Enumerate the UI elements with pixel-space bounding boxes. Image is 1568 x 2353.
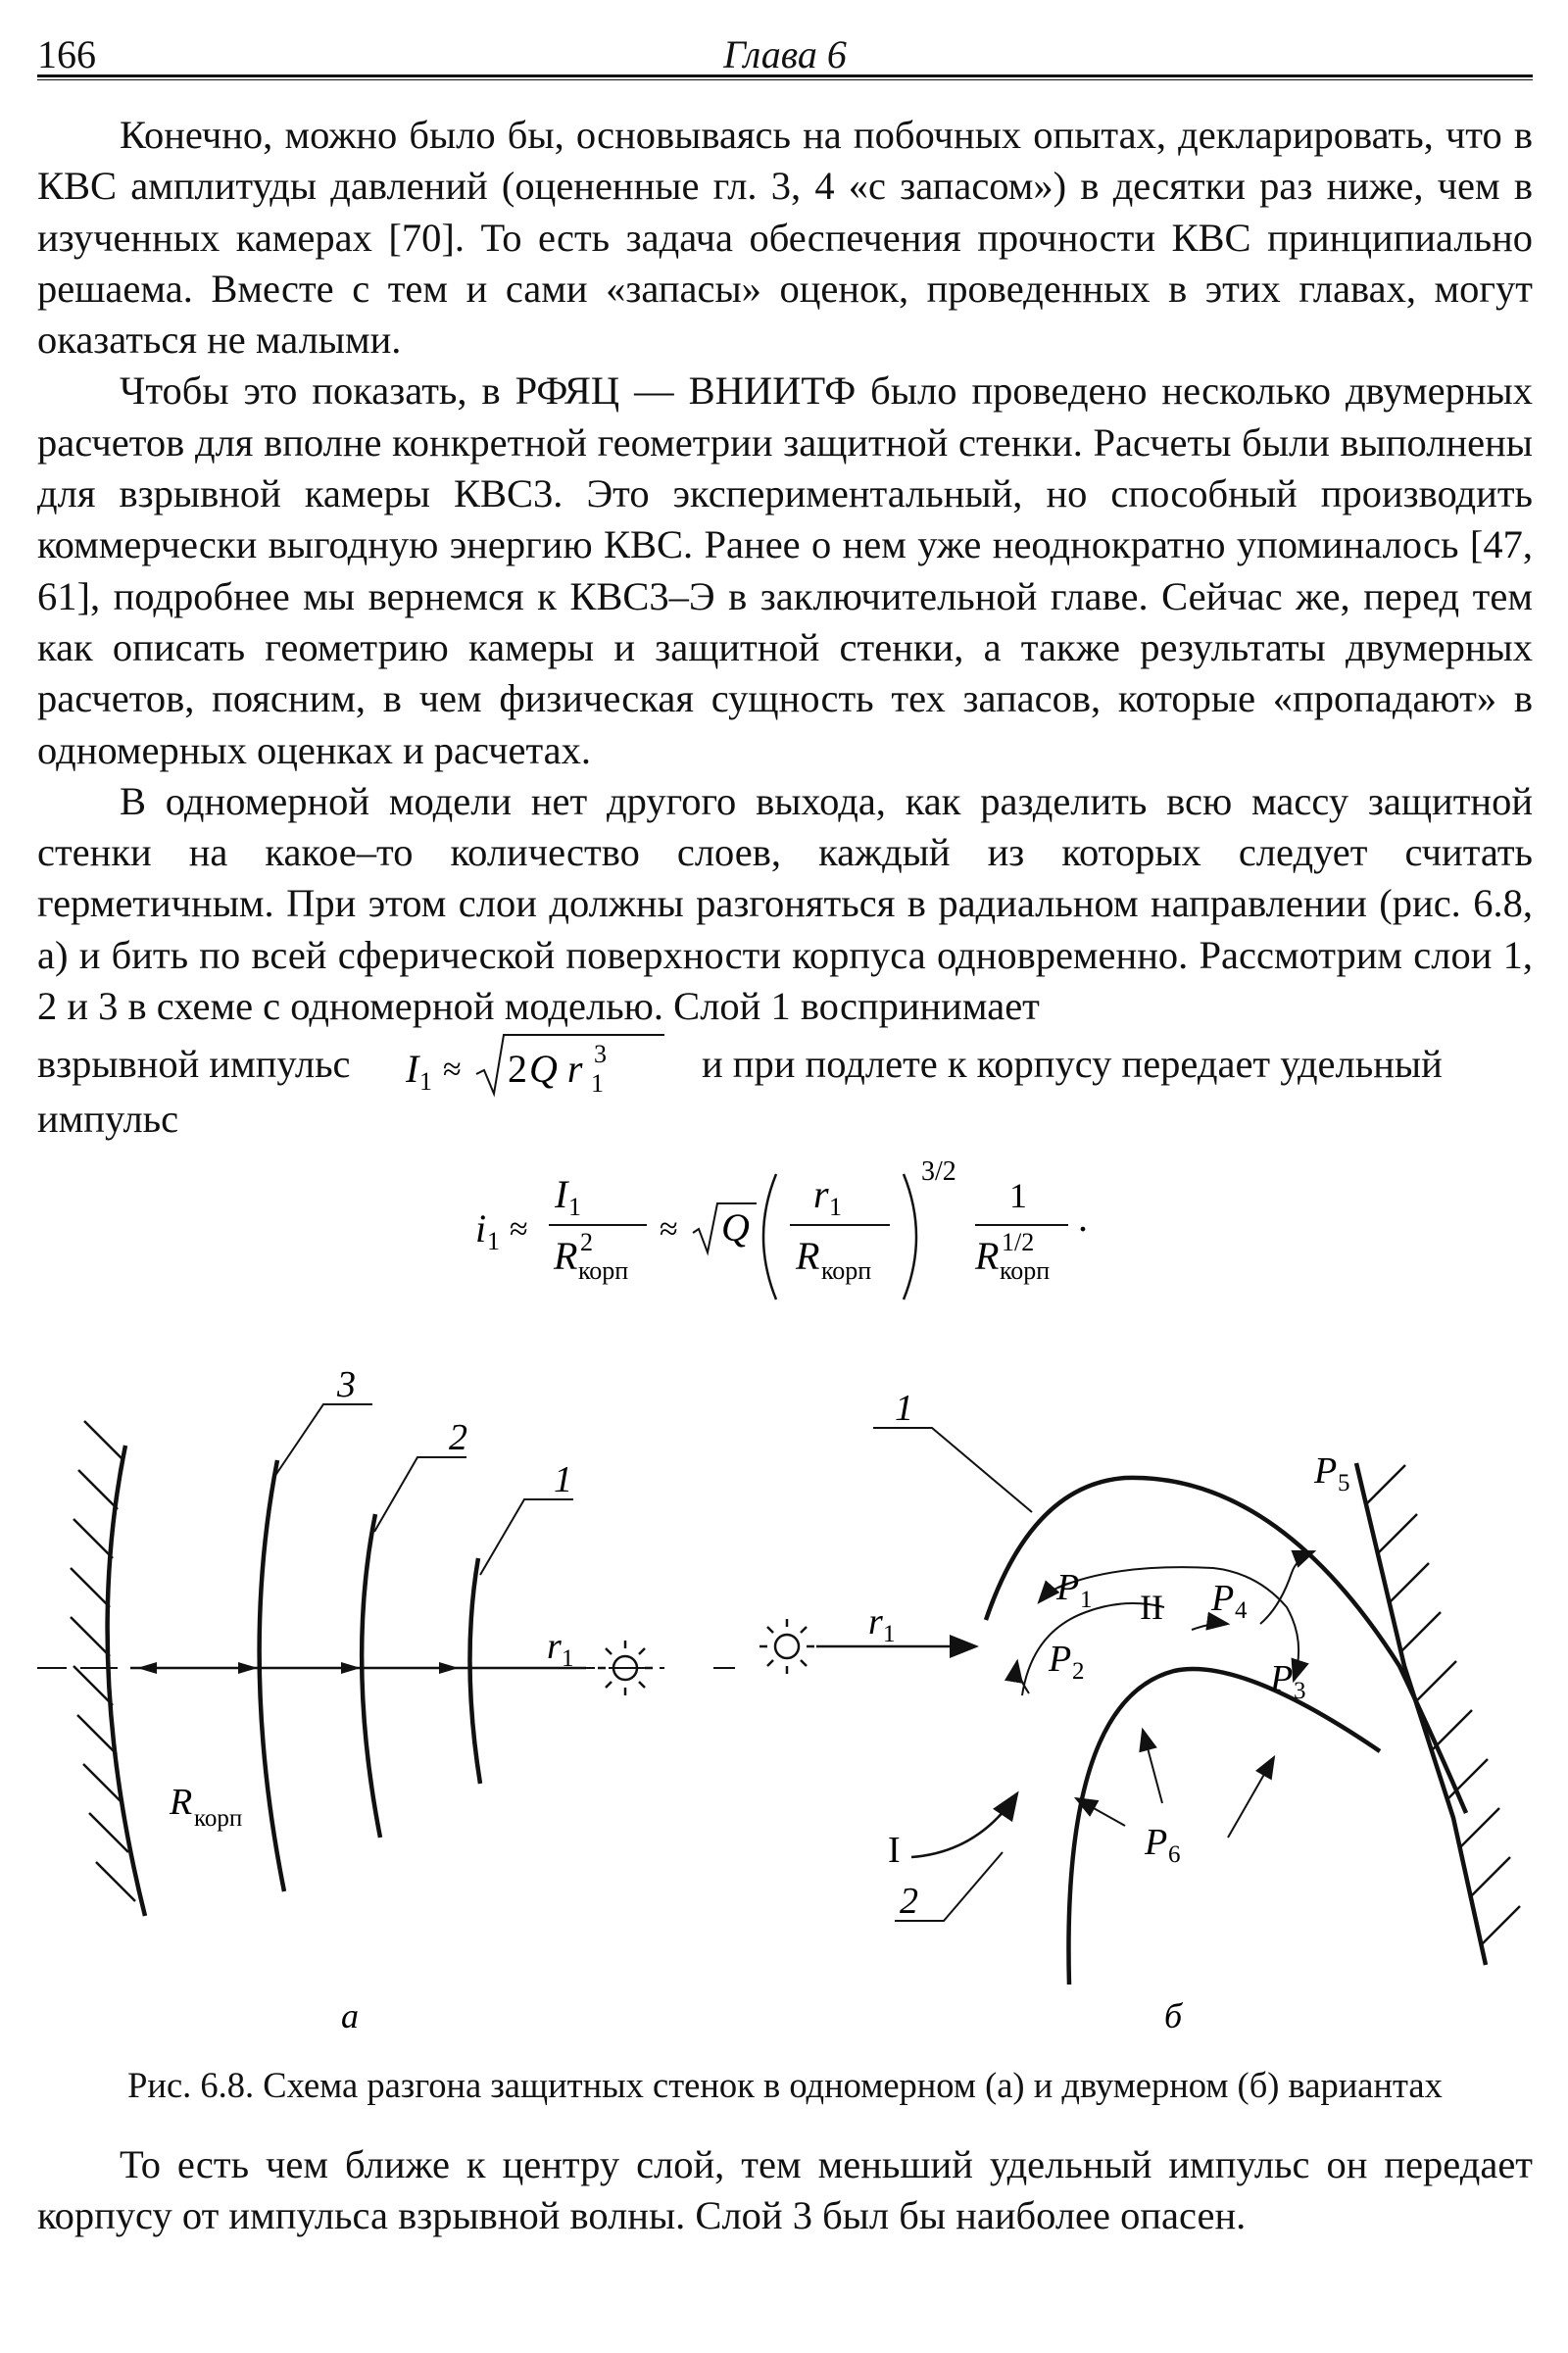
svg-text:корп: корп (194, 1805, 243, 1832)
svg-text:P: P (1056, 1567, 1080, 1608)
formula-line-after: и при подлете к корпусу передает удельный (702, 1042, 1443, 1086)
svg-text:R: R (170, 1782, 193, 1823)
explosion-icon-b (760, 1619, 814, 1674)
svg-text:I: I (888, 1830, 901, 1871)
paragraph-3: В одномерной модели нет другого выхода, как разделить всю массу защитной стенки на какое–то количество слоев, каждый из которых следует считать герметичным. При этом слои должны разгоняться в радиальном направлении (рис. 6.8, а) и бить по всей сферической поверхности корпуса одновременно. Рассмотрим слои 1, 2 и 3 в схеме с одномерной моделью. Слой 1 воспринимает (37, 778, 1533, 1029)
panel-a (37, 1367, 735, 2035)
svg-text:≈: ≈ (660, 1211, 678, 1248)
svg-text:2: 2 (580, 1228, 593, 1256)
paragraph-closing: То есть чем ближе к центру слой, тем меньший удельный импульс он передает корпусу от импульса взрывной волны. Слой 3 был бы наиболее опасен. (37, 2142, 1533, 2238)
closing-text (37, 2139, 1533, 2242)
svg-text:P: P (1145, 1822, 1168, 1863)
body-text (37, 110, 1533, 1032)
svg-text:≈: ≈ (510, 1211, 528, 1248)
svg-text:1: 1 (419, 1067, 432, 1096)
svg-text:r: r (813, 1172, 829, 1216)
svg-text:Q: Q (721, 1205, 750, 1250)
svg-text:P: P (1314, 1450, 1338, 1492)
svg-text:1: 1 (487, 1227, 500, 1255)
svg-text:I: I (555, 1172, 568, 1216)
svg-text:.: . (1078, 1196, 1088, 1240)
svg-text:корп: корп (578, 1256, 629, 1285)
header-rule (37, 74, 1533, 77)
svg-text:1: 1 (568, 1193, 581, 1221)
chamber-wall-b (1356, 1463, 1486, 1965)
figure-caption: Рис. 6.8. Схема разгона защитных стенок в одномерном (а) и двумерном (б) вариантах (127, 2065, 1443, 2105)
inline-formula-line (37, 1027, 1533, 1141)
svg-text:корп: корп (821, 1256, 872, 1285)
svg-text:3/2: 3/2 (921, 1156, 956, 1187)
svg-text:1: 1 (1080, 1587, 1093, 1613)
layer-2-a (362, 1514, 380, 1838)
svg-text:3: 3 (337, 1367, 356, 1405)
panel-a-sublabel: а (341, 1996, 359, 2035)
svg-text:P: P (1270, 1658, 1294, 1699)
svg-text:II: II (1140, 1588, 1163, 1627)
impulse-formula (400, 1027, 684, 1102)
header-rule-thin (37, 79, 1533, 80)
svg-text:P: P (1049, 1639, 1072, 1680)
panel-b-sublabel: б (1164, 1996, 1183, 2035)
svg-text:3: 3 (594, 1040, 607, 1068)
svg-text:1: 1 (554, 1459, 572, 1500)
formula-line-before: взрывной импульс (37, 1042, 351, 1086)
chamber-wall-a (108, 1446, 145, 1916)
svg-text:2: 2 (1072, 1658, 1085, 1685)
svg-text:1: 1 (1009, 1176, 1027, 1215)
svg-text:5: 5 (1338, 1470, 1350, 1496)
svg-text:4: 4 (1235, 1597, 1248, 1624)
chapter-title: Глава 6 (723, 32, 847, 76)
svg-text:1: 1 (562, 1645, 574, 1672)
layer-3-a (260, 1460, 284, 1891)
svg-text:6: 6 (1168, 1841, 1181, 1868)
svg-text:1: 1 (883, 1621, 896, 1647)
paragraph-1: Конечно, можно было бы, основываясь на побочных опытах, декларировать, что в КВС амплитуды давлений (оцененные гл. 3, 4 «с запасом») в десятки раз ниже, чем в изученных камерах [70]. То есть задача обеспечения прочности КВС принципиально решаема. Вместе с тем и сами «запасы» оценок, проведенных в этих главах, могут оказаться не малыми. (37, 113, 1533, 363)
svg-text:r: r (547, 1626, 562, 1667)
svg-text:R: R (796, 1234, 820, 1278)
panel-b (760, 1388, 1520, 2035)
svg-text:2: 2 (900, 1881, 918, 1922)
svg-text:I: I (406, 1047, 419, 1091)
svg-text:2: 2 (508, 1047, 527, 1091)
svg-text:R: R (554, 1234, 578, 1278)
formula-line-continuation: импульс (37, 1097, 179, 1141)
svg-text:R: R (975, 1234, 1000, 1278)
svg-text:2: 2 (449, 1417, 467, 1458)
page-number: 166 (37, 32, 96, 76)
svg-text:1/2: 1/2 (1002, 1228, 1035, 1256)
svg-text:1: 1 (591, 1069, 604, 1098)
svg-text:3: 3 (1294, 1678, 1306, 1704)
svg-text:1: 1 (829, 1193, 842, 1221)
page-header (37, 25, 1533, 80)
svg-text:1: 1 (895, 1388, 913, 1429)
figure-6-8 (37, 1367, 1533, 2053)
specific-impulse-formula (461, 1147, 1147, 1303)
svg-text:P: P (1211, 1578, 1235, 1619)
wall-hatching-b (1366, 1465, 1520, 1945)
wall-2-b (1068, 1669, 1380, 1985)
layer-1-a (469, 1558, 480, 1784)
svg-text:i: i (475, 1206, 487, 1250)
svg-text:Q r: Q r (529, 1047, 583, 1091)
paragraph-2: Чтобы это показать, в РФЯЦ — ВНИИТФ было проведено несколько двумерных расчетов для вполне конкретной геометрии защитной стенки. Расчеты были выполнены для взрывной камеры КВС3. Это экспериментальный, но способный производить коммерчески выгодную энергию КВС. Ранее о нем уже неоднократно упоминалось [47, 61], подробнее мы вернемся к КВС3–Э в заключительной главе. Сейчас же, перед тем как описать геометрию камеры и защитной стенки, а также результаты двумерных расчетов, поясним, в чем физическая сущность тех запасов, которые «пропадают» в одномерных оценках и расчетах. (37, 368, 1533, 772)
svg-text:≈: ≈ (443, 1052, 462, 1088)
svg-text:корп: корп (1000, 1256, 1051, 1285)
svg-text:r: r (868, 1601, 883, 1642)
